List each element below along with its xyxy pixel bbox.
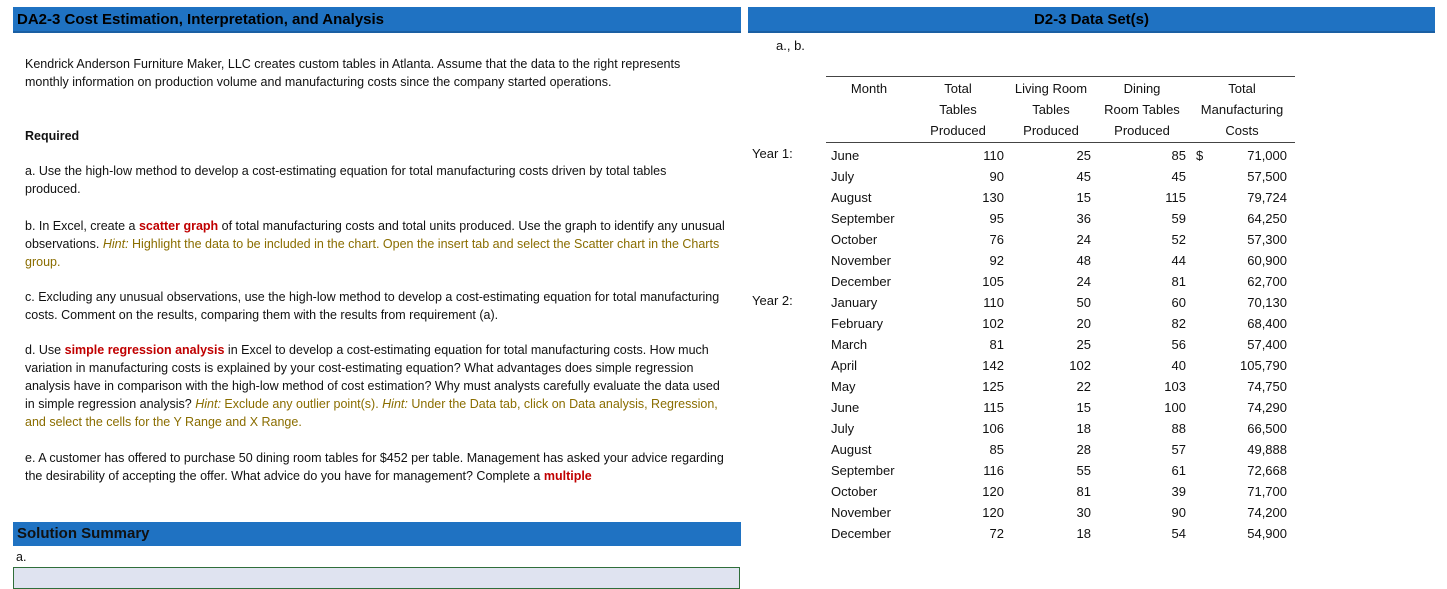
currency-symbol: $	[1196, 148, 1204, 163]
cell-total-costs[interactable]: 54,900	[1247, 526, 1287, 541]
cell-living-room[interactable]: 25	[1076, 337, 1091, 352]
req-d-hint1: Exclude any outlier point(s).	[224, 397, 379, 411]
cell-total-tables[interactable]: 85	[989, 442, 1004, 457]
cell-month[interactable]: June	[831, 400, 860, 415]
cell-total-costs[interactable]: 66,500	[1247, 421, 1287, 436]
req-d-text-1: d. Use	[25, 343, 62, 357]
cell-total-costs[interactable]: 72,668	[1247, 463, 1287, 478]
cell-total-costs[interactable]: 68,400	[1247, 316, 1287, 331]
cell-total-tables[interactable]: 102	[982, 316, 1004, 331]
cell-total-costs[interactable]: 74,290	[1247, 400, 1287, 415]
cell-month[interactable]: August	[831, 442, 872, 457]
req-d-text-2: in Excel to develop a cost-estimating equation for total manufacturing costs. How much variation in manufacturing costs is explained by your cost-estimating equation? What advantages does simple regression analysis have in comparison with the high-low method of cost estimation? Why must analysts carefully evaluate the data used in simple regression analysis?	[25, 343, 720, 411]
cell-total-tables[interactable]: 81	[989, 337, 1004, 352]
cell-total-tables[interactable]: 142	[982, 358, 1004, 373]
req-d-hint2-label: Hint:	[382, 397, 408, 411]
cell-total-costs[interactable]: 79,724	[1247, 190, 1287, 205]
cell-total-tables[interactable]: 76	[989, 232, 1004, 247]
data-set-header	[748, 7, 1435, 33]
cell-total-tables[interactable]: 92	[989, 253, 1004, 268]
requirement-c: c. Excluding any unusual observations, use the high-low method to develop a cost-estimating equation for total manufacturing costs. Comment on the results, comparing them with the results from requirement (a).	[25, 290, 720, 322]
cell-living-room[interactable]: 30	[1076, 505, 1091, 520]
cell-dining[interactable]: 81	[1171, 274, 1186, 289]
cell-living-room[interactable]: 15	[1076, 190, 1091, 205]
solution-a-label: a.	[16, 550, 27, 564]
year-1-label: Year 1:	[752, 146, 793, 161]
cell-month[interactable]: August	[831, 190, 872, 205]
solution-summary-header	[13, 522, 741, 546]
header-dining-line2: Room Tables	[1104, 102, 1180, 117]
header-dining-line1: Dining	[1123, 81, 1161, 96]
requirement-b	[25, 217, 725, 271]
cell-total-costs[interactable]: 105,790	[1240, 358, 1287, 373]
cell-total-costs[interactable]: 70,130	[1247, 295, 1287, 310]
year-2-label: Year 2:	[752, 293, 793, 308]
cell-total-tables[interactable]: 125	[982, 379, 1004, 394]
req-e-text-1: e. A customer has offered to purchase 50 dining room tables for $452 per table. Management has asked your advice regarding the desirability of accepting the offer. What advice do you have for management? Complete a	[25, 451, 724, 483]
cell-month[interactable]: April	[831, 358, 858, 373]
table-top-border	[826, 76, 1295, 77]
cell-total-tables[interactable]: 105	[982, 274, 1004, 289]
cell-total-tables[interactable]: 115	[983, 400, 1004, 415]
cell-living-room[interactable]: 15	[1076, 400, 1091, 415]
cell-dining[interactable]: 56	[1171, 337, 1186, 352]
cell-month[interactable]: January	[831, 295, 878, 310]
cell-total-costs[interactable]: 74,750	[1247, 379, 1287, 394]
table-reference-label: a., b.	[776, 38, 805, 53]
cell-total-costs[interactable]: 74,200	[1247, 505, 1287, 520]
cell-living-room[interactable]: 22	[1076, 379, 1091, 394]
cell-dining[interactable]: 39	[1171, 484, 1186, 499]
assignment-title-header	[13, 7, 741, 33]
requirement-a: a. Use the high-low method to develop a cost-estimating equation for total manufacturing costs driven by total tables produced.	[25, 164, 667, 196]
cell-total-tables[interactable]: 72	[989, 526, 1004, 541]
header-total-tables-line2: Tables	[939, 102, 977, 117]
requirement-d	[25, 341, 725, 431]
cell-total-costs[interactable]: 64,250	[1247, 211, 1287, 226]
header-total-tables-line3: Produced	[930, 123, 986, 138]
cell-total-costs[interactable]: 62,700	[1247, 274, 1287, 289]
req-b-text-1: b. In Excel, create a	[25, 219, 136, 233]
solution-a-input-cell[interactable]	[13, 567, 740, 589]
header-costs-line3: Costs	[1225, 123, 1259, 138]
cell-dining[interactable]: 82	[1171, 316, 1186, 331]
cell-month[interactable]: March	[831, 337, 868, 352]
requirement-e	[25, 449, 725, 485]
cell-living-room[interactable]: 50	[1076, 295, 1091, 310]
req-e-highlight: multiple	[543, 469, 592, 483]
cell-living-room[interactable]: 25	[1076, 148, 1091, 163]
cell-total-costs[interactable]: 71,700	[1247, 484, 1287, 499]
cell-dining[interactable]: 60	[1171, 295, 1186, 310]
cell-dining[interactable]: 52	[1171, 232, 1186, 247]
cell-month[interactable]: June	[831, 148, 860, 163]
cell-living-room[interactable]: 102	[1069, 358, 1091, 373]
cell-total-tables[interactable]: 110	[983, 295, 1004, 310]
cell-dining[interactable]: 100	[1164, 400, 1186, 415]
cell-living-room[interactable]: 24	[1076, 232, 1091, 247]
cell-total-tables[interactable]: 90	[989, 169, 1004, 184]
cell-month[interactable]: July	[831, 169, 855, 184]
cell-total-tables[interactable]: 106	[982, 421, 1004, 436]
cell-dining[interactable]: 61	[1171, 463, 1186, 478]
cell-total-tables[interactable]: 110	[983, 148, 1004, 163]
cell-total-tables[interactable]: 95	[989, 211, 1004, 226]
cell-living-room[interactable]: 81	[1076, 484, 1091, 499]
header-dining-line3: Produced	[1114, 123, 1170, 138]
required-label: Required	[25, 129, 80, 143]
header-living-room	[1006, 78, 1096, 141]
cell-total-tables[interactable]: 120	[982, 505, 1004, 520]
header-costs-line1: Total	[1228, 81, 1256, 96]
cell-dining[interactable]: 115	[1165, 190, 1186, 205]
cell-living-room[interactable]: 18	[1076, 526, 1091, 541]
header-total-tables-line1: Total	[944, 81, 972, 96]
assignment-title: DA2-3 Cost Estimation, Interpretation, and Analysis	[17, 11, 385, 28]
req-b-hint: Highlight the data to be included in the chart. Open the insert tab and select the Scatter chart in the Charts group.	[25, 237, 720, 269]
cell-living-room[interactable]: 28	[1076, 442, 1091, 457]
cell-month[interactable]: November	[831, 253, 891, 268]
cell-month[interactable]: December	[831, 526, 891, 541]
cell-living-room[interactable]: 24	[1076, 274, 1091, 289]
cell-total-costs[interactable]: 60,900	[1247, 253, 1287, 268]
cell-living-room[interactable]: 48	[1076, 253, 1091, 268]
cell-total-costs[interactable]: 57,400	[1247, 337, 1287, 352]
solution-summary-title: Solution Summary	[17, 525, 150, 542]
cell-month[interactable]: November	[831, 505, 891, 520]
cell-living-room[interactable]: 36	[1076, 211, 1091, 226]
cell-living-room[interactable]: 55	[1076, 463, 1091, 478]
cell-dining[interactable]: 88	[1171, 421, 1186, 436]
cell-month[interactable]: May	[831, 379, 856, 394]
header-dining	[1096, 78, 1188, 141]
cell-month[interactable]: October	[831, 484, 878, 499]
cell-dining[interactable]: 85	[1171, 148, 1186, 163]
header-month: Month	[850, 81, 888, 96]
cell-month[interactable]: February	[831, 316, 884, 331]
cell-month[interactable]: July	[831, 421, 855, 436]
cell-total-tables[interactable]: 116	[983, 463, 1004, 478]
cell-total-costs[interactable]: 57,300	[1247, 232, 1287, 247]
cell-living-room[interactable]: 18	[1076, 421, 1091, 436]
header-living-room-line3: Produced	[1023, 123, 1079, 138]
cell-living-room[interactable]: 20	[1076, 316, 1091, 331]
req-d-highlight: simple regression analysis	[64, 343, 225, 357]
table-header-border	[826, 142, 1295, 143]
header-living-room-line2: Tables	[1032, 102, 1070, 117]
header-total-tables	[918, 78, 998, 141]
header-costs	[1190, 78, 1294, 141]
cell-dining[interactable]: 54	[1171, 526, 1186, 541]
cell-total-costs[interactable]: 71,000	[1247, 148, 1287, 163]
cell-dining[interactable]: 103	[1164, 379, 1186, 394]
data-set-title: D2-3 Data Set(s)	[1033, 11, 1150, 28]
cell-total-tables[interactable]: 130	[982, 190, 1004, 205]
intro-text: Kendrick Anderson Furniture Maker, LLC creates custom tables in Atlanta. Assume that the data to the right represents monthly information on production volume and manufacturing costs since the company started operations.	[25, 57, 681, 89]
cell-total-costs[interactable]: 49,888	[1247, 442, 1287, 457]
cell-dining[interactable]: 57	[1171, 442, 1186, 457]
req-b-hint-label: Hint:	[102, 237, 129, 251]
header-living-room-line1: Living Room	[1014, 81, 1088, 96]
cell-month[interactable]: September	[831, 463, 895, 478]
cell-month[interactable]: September	[831, 211, 895, 226]
cell-total-tables[interactable]: 120	[982, 484, 1004, 499]
cell-total-costs[interactable]: 57,500	[1247, 169, 1287, 184]
cell-dining[interactable]: 45	[1171, 169, 1186, 184]
header-costs-line2: Manufacturing	[1200, 102, 1284, 117]
cell-dining[interactable]: 44	[1171, 253, 1186, 268]
cell-living-room[interactable]: 45	[1076, 169, 1091, 184]
cell-dining[interactable]: 59	[1171, 211, 1186, 226]
cell-month[interactable]: October	[831, 232, 878, 247]
req-d-hint1-label: Hint:	[195, 397, 221, 411]
req-b-text-2: of total manufacturing costs and total units produced. Use the graph to identify any unusual observations.	[25, 219, 725, 251]
cell-month[interactable]: December	[831, 274, 891, 289]
cell-dining[interactable]: 90	[1171, 505, 1186, 520]
cell-dining[interactable]: 40	[1171, 358, 1186, 373]
req-b-highlight: scatter graph	[138, 219, 219, 233]
req-d-hint2: Under the Data tab, click on Data analysis, Regression, and select the cells for the Y Range and X Range.	[25, 397, 718, 429]
